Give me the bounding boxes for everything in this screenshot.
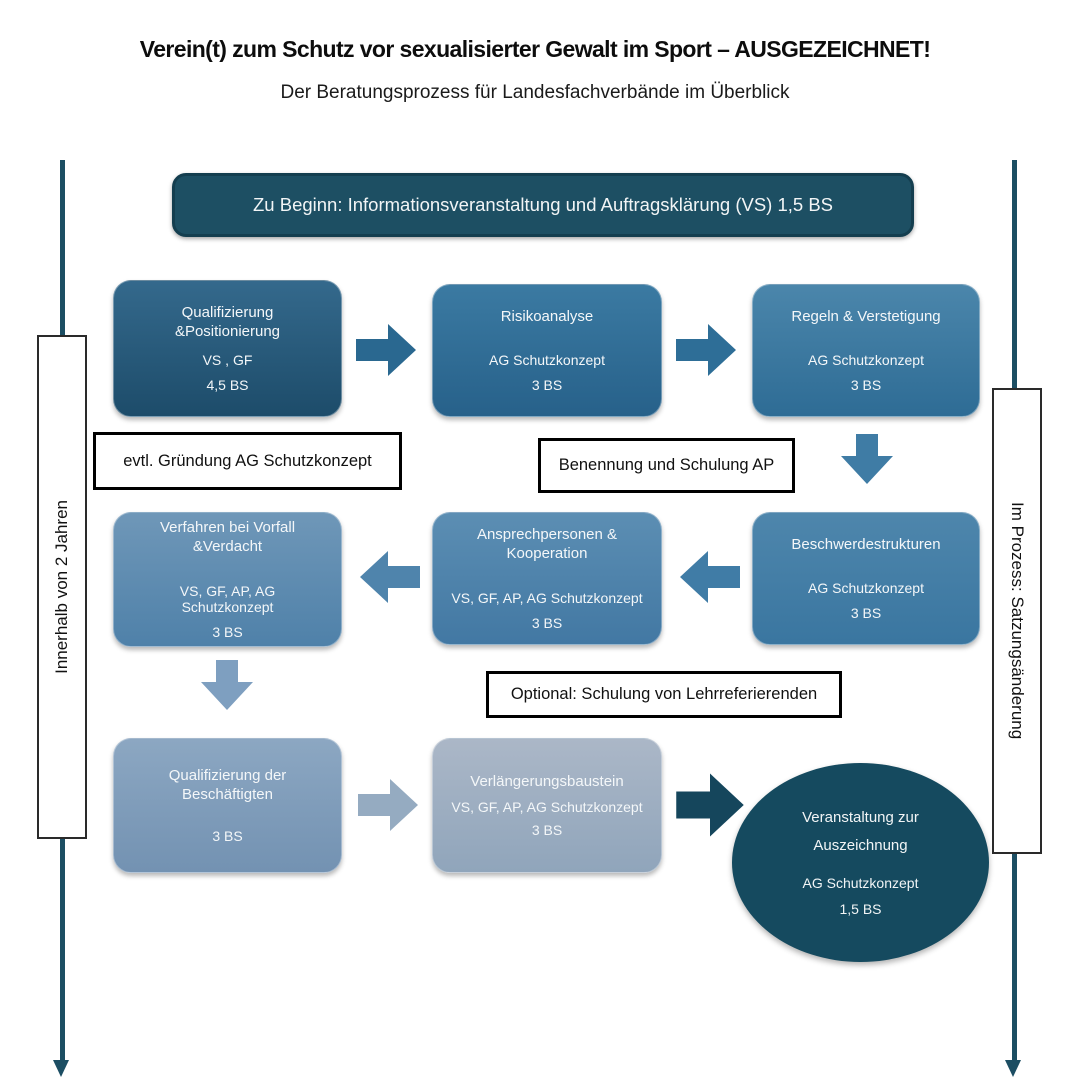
arrow-right-icon [358, 776, 418, 834]
box-verlaengerungsbaustein [432, 738, 662, 873]
box-bs: 4,5 BS [206, 377, 249, 394]
arrow-right-icon [676, 321, 736, 379]
box-title: Risikoanalyse [500, 307, 594, 325]
box-bs: 3 BS [850, 377, 882, 394]
timeline-label-left-box [37, 335, 87, 839]
box-roles: VS, GF, AP, AG Schutzkonzept [179, 582, 276, 615]
timeline-label-right: Im Prozess: Satzungsänderung [1008, 502, 1027, 740]
arrow-down-icon [838, 434, 896, 484]
box-regeln-verstetigung [752, 284, 980, 417]
arrow-right-icon [356, 321, 416, 379]
box-roles: AG Schutzkonzept [808, 352, 924, 369]
box-beschwerdestrukturen [752, 512, 980, 645]
box-title: Verlängerungsbaustein [470, 773, 624, 791]
start-banner: Zu Beginn: Informationsveranstaltung und Auftragsklärung (VS) 1,5 BS [172, 173, 914, 237]
box-bs: 3 BS [531, 821, 563, 838]
note-gruendung-ag: evtl. Gründung AG Schutzkonzept [93, 432, 402, 490]
arrow-left-icon [360, 548, 420, 606]
ellipse-title-line2: Auszeichnung [813, 836, 908, 854]
box-bs: 3 BS [531, 614, 563, 631]
arrow-left-icon [680, 548, 740, 606]
box-verfahren-vorfall-verdacht [113, 512, 342, 647]
box-bs: 3 BS [212, 828, 243, 845]
box-title: Verfahren bei Vorfall &Verdacht [159, 519, 296, 555]
note-optional-schulung: Optional: Schulung von Lehrreferierenden [486, 671, 842, 718]
ellipse-title-line1: Veranstaltung zur [802, 808, 919, 826]
box-qualifizierung-beschaeftigten [113, 738, 342, 873]
page-title: Verein(t) zum Schutz vor sexualisierter Gewalt im Sport – AUSGEZEICHNET! [139, 36, 931, 62]
box-title: Beschwerdestrukturen [791, 535, 941, 553]
box-risikoanalyse [432, 284, 662, 417]
page-subtitle: Der Beratungsprozess für Landesfachverbände im Überblick [280, 82, 790, 103]
box-bs: 3 BS [212, 623, 243, 640]
box-title: Qualifizierung &Positionierung [174, 303, 281, 340]
box-title: Qualifizierung der Beschäftigten [168, 766, 287, 803]
box-ansprechpersonen-kooperation [432, 512, 662, 645]
note-benennung-schulung-ap: Benennung und Schulung AP [538, 438, 795, 493]
timeline-label-left: Innerhalb von 2 Jahren [52, 500, 71, 674]
box-roles: VS, GF, AP, AG Schutzkonzept [451, 589, 643, 606]
timeline-label-right-box [992, 388, 1042, 854]
box-roles: AG Schutzkonzept [808, 580, 924, 597]
arrow-right-icon [674, 769, 746, 841]
box-bs: 3 BS [531, 377, 563, 394]
box-qualifizierung-positionierung [113, 280, 342, 417]
ellipse-roles: AG Schutzkonzept [802, 874, 919, 891]
ellipse-bs: 1,5 BS [839, 900, 882, 917]
box-title: Ansprechpersonen & Kooperation [476, 526, 618, 562]
arrow-down-icon [198, 660, 256, 710]
final-ellipse-auszeichnung [732, 763, 989, 962]
box-roles: VS , GF [202, 352, 253, 369]
box-roles: AG Schutzkonzept [489, 352, 605, 369]
box-roles: VS, GF, AP, AG Schutzkonzept [451, 798, 643, 815]
box-title: Regeln & Verstetigung [791, 307, 941, 325]
box-bs: 3 BS [850, 605, 882, 622]
